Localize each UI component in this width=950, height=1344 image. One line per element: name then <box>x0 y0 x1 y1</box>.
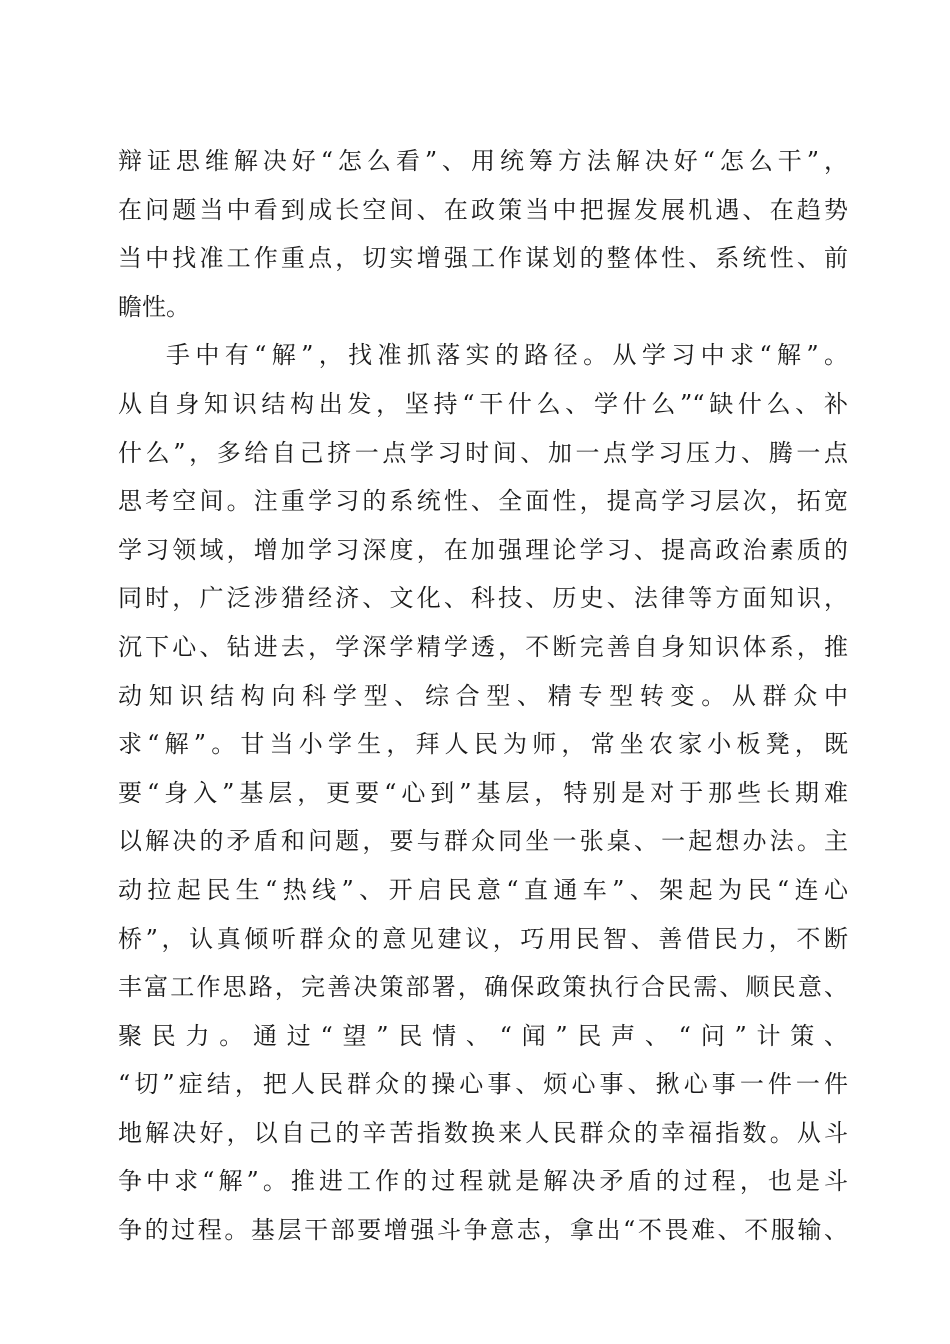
text-line: 辩证思维解决好“怎么看”、用统筹方法解决好“怎么干”， <box>118 147 848 175</box>
text-line: 瞻性。 <box>118 292 190 321</box>
text-line: 以解决的矛盾和问题，要与群众同坐一张桌、一起想办法。主 <box>118 827 848 856</box>
text-line: 从自身知识结构出发，坚持“干什么、学什么”“缺什么、补 <box>118 389 848 418</box>
text-line: 要“身入”基层，更要“心到”基层，特别是对于那些长期难 <box>118 778 848 807</box>
text-line: 桥”，认真倾听群众的意见建议，巧用民智、善借民力，不断 <box>118 924 848 953</box>
paragraph-start-line: 手中有“解”，找准抓落实的路径。从学习中求“解”。 <box>166 341 848 370</box>
text-line: 思考空间。注重学习的系统性、全面性，提高学习层次，拓宽 <box>118 487 848 516</box>
text-line: 聚民力。通过“望”民情、“闻”民声、“问”计策、 <box>118 1021 848 1050</box>
text-line: “切”症结，把人民群众的操心事、烦心事、揪心事一件一件 <box>118 1070 848 1099</box>
text-line: 争的过程。基层干部要增强斗争意志，拿出“不畏难、不服输、 <box>118 1216 848 1245</box>
text-line: 同时，广泛涉猎经济、文化、科技、历史、法律等方面知识， <box>118 584 848 613</box>
text-line: 争中求“解”。推进工作的过程就是解决矛盾的过程，也是斗 <box>118 1167 848 1196</box>
text-line: 当中找准工作重点，切实增强工作谋划的整体性、系统性、前 <box>118 244 848 273</box>
text-line: 沉下心、钻进去，学深学精学透，不断完善自身知识体系，推 <box>118 632 848 661</box>
text-line: 什么”，多给自己挤一点学习时间、加一点学习压力、腾一点 <box>118 438 848 467</box>
text-line: 丰富工作思路，完善决策部署，确保政策执行合民需、顺民意、 <box>118 973 848 1002</box>
body-text <box>118 137 848 1255</box>
text-line: 学习领域，增加学习深度，在加强理论学习、提高政治素质的 <box>118 535 848 564</box>
text-line: 地解决好，以自己的辛苦指数换来人民群众的幸福指数。从斗 <box>118 1118 848 1147</box>
text-line: 动知识结构向科学型、综合型、精专型转变。从群众中 <box>118 681 848 710</box>
text-line: 动拉起民生“热线”、开启民意“直通车”、架起为民“连心 <box>118 875 848 904</box>
text-line: 在问题当中看到成长空间、在政策当中把握发展机遇、在趋势 <box>118 195 848 224</box>
text-line: 求“解”。甘当小学生，拜人民为师，常坐农家小板凳，既 <box>118 730 848 759</box>
